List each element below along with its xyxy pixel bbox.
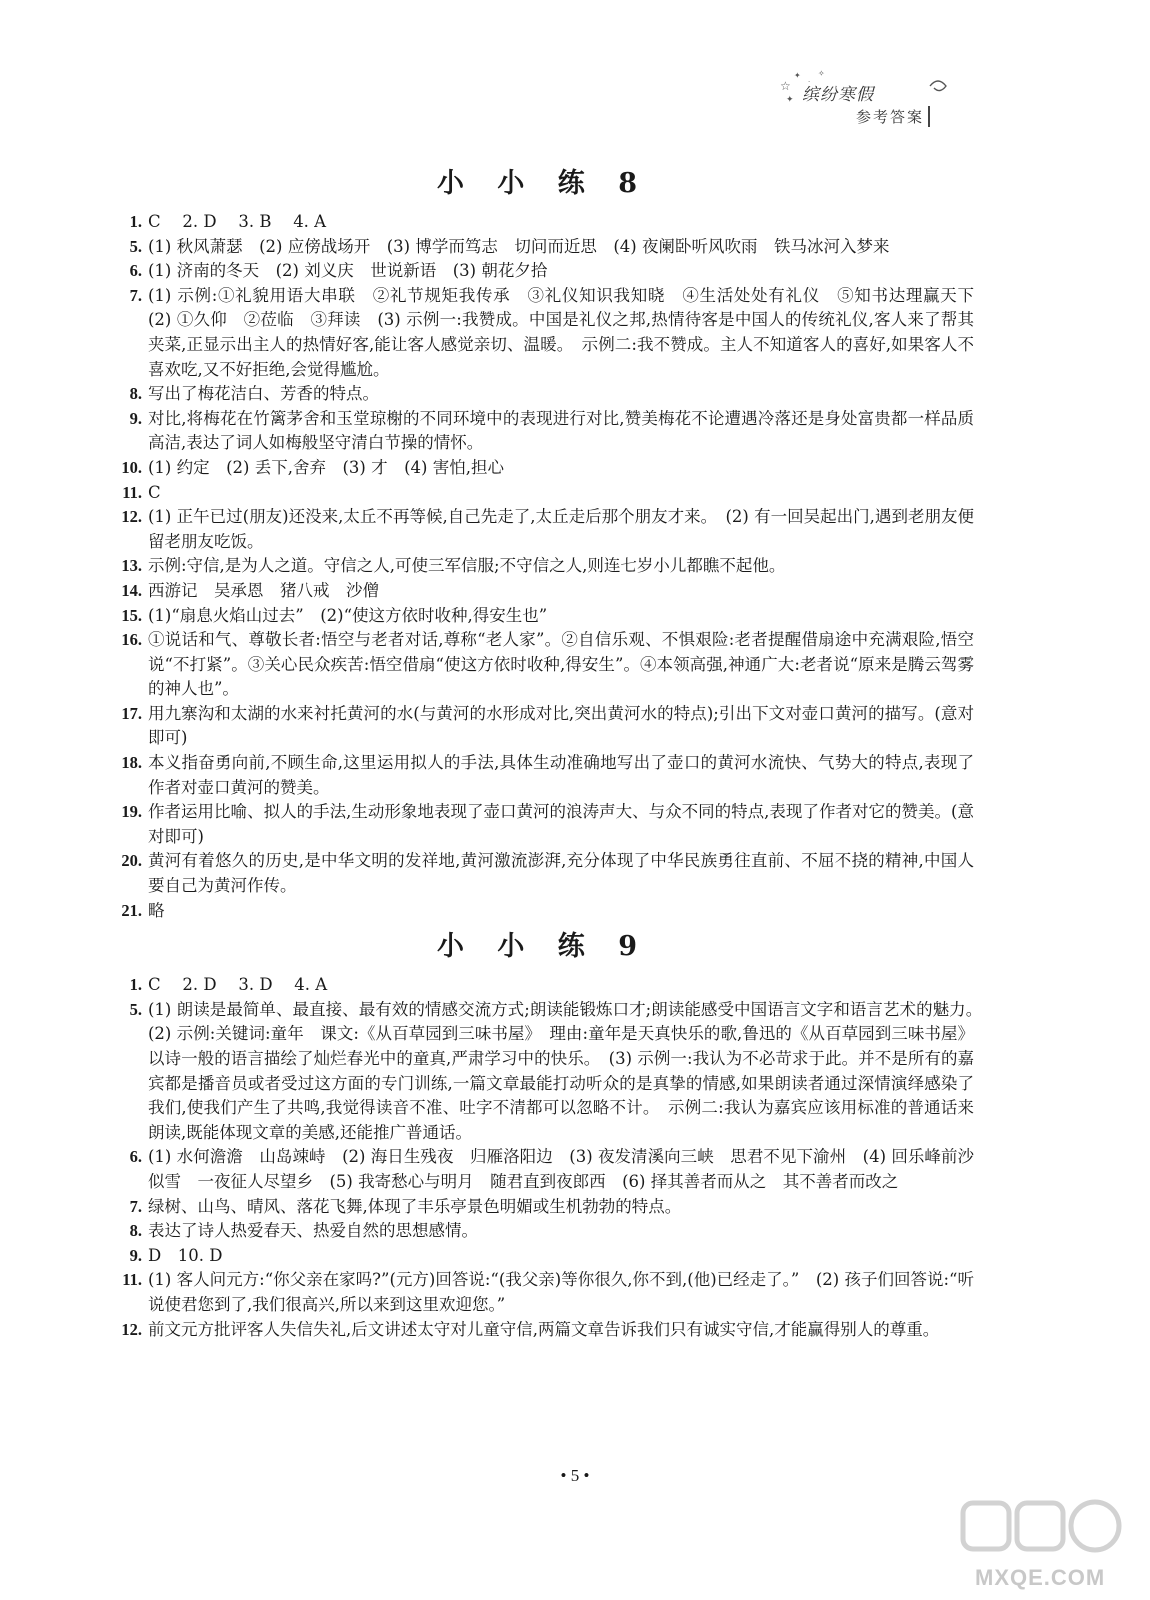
answer-text: 略 (148, 900, 165, 920)
answer-text: C 2. D 3. B 4. A (148, 212, 327, 231)
answer-number: 5. (129, 236, 142, 256)
answer-item (112, 259, 974, 284)
answer-item (112, 1219, 974, 1244)
answer-number: 7. (129, 1196, 142, 1216)
answer-item (112, 800, 974, 849)
answer-text: 黄河有着悠久的历史,是中华文明的发祥地,黄河激流澎湃,充分体现了中华民族勇往直前、不屈不挠的精神,中国人要自己为黄河作传。 (148, 851, 974, 896)
answer-number: 8. (129, 384, 142, 404)
answer-number: 1. (129, 975, 142, 995)
answer-text: 对比,将梅花在竹篱茅舍和玉堂琼榭的不同环境中的表现进行对比,赞美梅花不论遭遇冷落还是身处富贵都一样品质高洁,表达了词人如梅般坚守清白节操的情怀。 (148, 408, 974, 453)
answer-item (112, 702, 974, 751)
answer-number: 13. (121, 556, 142, 576)
answer-number: 1. (129, 212, 142, 231)
answer-item (112, 751, 974, 800)
answer-text: C 2. D 3. D 4. A (148, 975, 328, 995)
answer-text: 西游记 吴承恩 猪八戒 沙僧 (148, 580, 379, 600)
answer-number: 9. (129, 408, 142, 428)
answer-number: 12. (121, 507, 142, 527)
answer-item (112, 407, 974, 456)
answer-text: (1) 正午已过(朋友)还没来,太丘不再等候,自己先走了,太丘走后那个朋友才来。 (2) 有一回吴起出门,遇到老朋友便留老朋友吃饭。 (148, 507, 974, 551)
answer-number: 15. (121, 605, 142, 625)
answer-text: (1)“扇息火焰山过去” (2)“使这方依时收种,得安生也” (148, 605, 548, 625)
answer-number: 10. (121, 457, 142, 477)
answer-text: ①说话和气、尊敬长者:悟空与老者对话,尊称“老人家”。②自信乐观、不惧艰险:老者提醒借扇途中充满艰险,悟空说“不打紧”。③关心民众疾苦:悟空借扇“使这方依时收种,得安生”。④本领高强,神通广大:老者说“原来是腾云驾雾的神人也”。 (148, 630, 974, 699)
section-9-title: 小 小 练 9 (437, 931, 649, 963)
answer-number: 20. (121, 851, 142, 871)
answer-item (112, 579, 974, 604)
answer-text: (1) 约定 (2) 丢下,舍弃 (3) 才 (4) 害怕,担心 (148, 457, 504, 477)
answer-number: 11. (122, 482, 142, 502)
answer-text: 前文元方批评客人失信失礼,后文讲述太守对儿童守信,两篇文章告诉我们只有诚实守信,才能赢得别人的尊重。 (148, 1319, 940, 1339)
answer-text: D 10. D (148, 1245, 223, 1265)
answer-number: 14. (121, 580, 142, 600)
answer-number: 17. (121, 703, 142, 723)
answer-number: 7. (129, 285, 142, 305)
answer-item (112, 382, 974, 407)
section-8-answers (112, 210, 991, 923)
answer-text: (1) 济南的冬天 (2) 刘义庆 世说新语 (3) 朝花夕拾 (148, 261, 548, 281)
answer-item (112, 849, 974, 898)
page-content (112, 162, 991, 1342)
answer-number: 9. (129, 1245, 142, 1265)
header-logo (780, 68, 980, 128)
answer-item (112, 899, 974, 924)
svg-text:☆: ☆ (780, 79, 791, 93)
answer-item (112, 998, 991, 1146)
answer-number: 16. (121, 630, 142, 650)
answer-text: C (148, 482, 161, 502)
answer-text: (1) 示例:①礼貌用语大串联 ②礼节规矩我传承 ③礼仪知识我知晓 ④生活处处有礼仪 ⑤知书达理赢天下 (2) ①久仰 ②莅临 ③拜读 (3) 示例一:我赞成。中国是礼仪之邦,热情待客是中国人的传统礼仪,客人来了帮其夹菜,正显示出主人的热情好客,能让客人感觉亲切、温暖。 示例二:我不赞成。主人不知道客人的喜好,如果客人不喜欢吃,又不好拒绝,会觉得尴尬。 (148, 285, 991, 379)
answer-item (112, 235, 974, 260)
answer-text: 表达了诗人热爱春天、热爱自然的思想感情。 (148, 1221, 478, 1241)
answer-text: (1) 客人问元方:“你父亲在家吗?”(元方)回答说:“(我父亲)等你很久,你不到,(他)已经走了。” (2) 孩子们回答说:“听说使君您到了,我们很高兴,所以来到这里欢迎您。” (148, 1270, 974, 1314)
answer-item (112, 284, 991, 382)
answer-item (112, 973, 974, 998)
answer-text: (1) 秋风萧瑟 (2) 应傍战场开 (3) 博学而笃志 切问而近思 (4) 夜阑卧听风吹雨 铁马冰河入梦来 (148, 236, 890, 256)
brand-title: 缤纷寒假 (802, 85, 874, 105)
answer-text: (1) 朗读是最简单、最直接、最有效的情感交流方式;朗读能锻炼口才;朗读能感受中国语言文字和语言艺术的魅力。 (2) 示例:关键词:童年 课文:《从百草园到三味书屋》 理由:童年是天真快乐的歌,鲁迅的《从百草园到三味书屋》以诗一般的语言描绘了灿烂春光中的童真,严肃学习中的快乐。 (3) 示例一:我认为不必苛求于此。并不是所有的嘉宾都是播音员或者受过这方面的专门训练,一篇文章最能打动听众的是真挚的情感,如果朗读者通过深情演绎感染了我们,使我们产生了共鸣,我觉得读音不准、吐字不清都可以忽略不计。 示例二:我认为嘉宾应该用标准的普通话来朗读,既能体现文章的美感,还能推广普通话。 (148, 999, 991, 1142)
answer-text: (1) 水何澹澹 山岛竦峙 (2) 海日生残夜 归雁洛阳边 (3) 夜发清溪向三峡 思君不见下渝州 (4) 回乐峰前沙似雪 一夜征人尽望乡 (5) 我寄愁心与明月 随君直到夜郎西 (6) 择其善者而从之 其不善者而改之 (148, 1147, 974, 1191)
section-9-answers (112, 973, 991, 1342)
answer-number: 11. (122, 1270, 142, 1290)
answer-item (112, 554, 974, 579)
watermark-text: MXQE.COM (975, 1565, 1106, 1590)
answer-item (112, 1268, 974, 1317)
answer-number: 21. (121, 900, 142, 920)
answer-text: 本义指奋勇向前,不顾生命,这里运用拟人的手法,具体生动准确地写出了壶口的黄河水流快、气势大的特点,表现了作者对壶口黄河的赞美。 (148, 753, 974, 797)
answer-item (112, 604, 974, 629)
answer-item (112, 1318, 974, 1343)
answer-text: 示例:守信,是为人之道。守信之人,可使三军信服;不守信之人,则连七岁小儿都瞧不起他。 (148, 556, 786, 576)
answer-item (112, 481, 974, 506)
svg-text:·: · (808, 78, 811, 86)
answer-text: 绿树、山鸟、晴风、落花飞舞,体现了丰乐亭景色明媚或生机勃勃的特点。 (148, 1196, 682, 1216)
svg-text:✦: ✦ (786, 95, 794, 105)
answer-number: 6. (129, 1147, 142, 1167)
answer-item (112, 456, 974, 481)
svg-text:✧: ✧ (818, 69, 825, 78)
answer-number: 5. (129, 999, 142, 1019)
answer-item (112, 1145, 974, 1194)
answer-item (112, 505, 974, 554)
answer-item (112, 1195, 974, 1220)
answer-number: 18. (121, 753, 142, 773)
answer-number: 12. (121, 1319, 142, 1339)
answer-text: 作者运用比喻、拟人的手法,生动形象地表现了壶口黄河的浪涛声大、与众不同的特点,表现了作者对它的赞美。(意对即可) (148, 802, 974, 846)
answer-text: 写出了梅花洁白、芳香的特点。 (148, 384, 379, 404)
page-number: • 5 • (560, 1466, 590, 1485)
answer-key-label: 参考答案 (856, 106, 930, 127)
svg-text:✦: ✦ (794, 71, 801, 80)
answer-item (112, 1244, 974, 1269)
answer-item (112, 210, 974, 235)
answer-text: 用九寨沟和太湖的水来衬托黄河的水(与黄河的水形成对比,突出黄河水的特点);引出下文对壶口黄河的描写。(意对即可) (148, 703, 974, 748)
answer-item (112, 628, 974, 702)
answer-number: 6. (129, 261, 142, 281)
answer-number: 8. (129, 1221, 142, 1241)
section-8-title: 小 小 练 8 (437, 168, 649, 199)
answer-number: 19. (121, 802, 142, 822)
